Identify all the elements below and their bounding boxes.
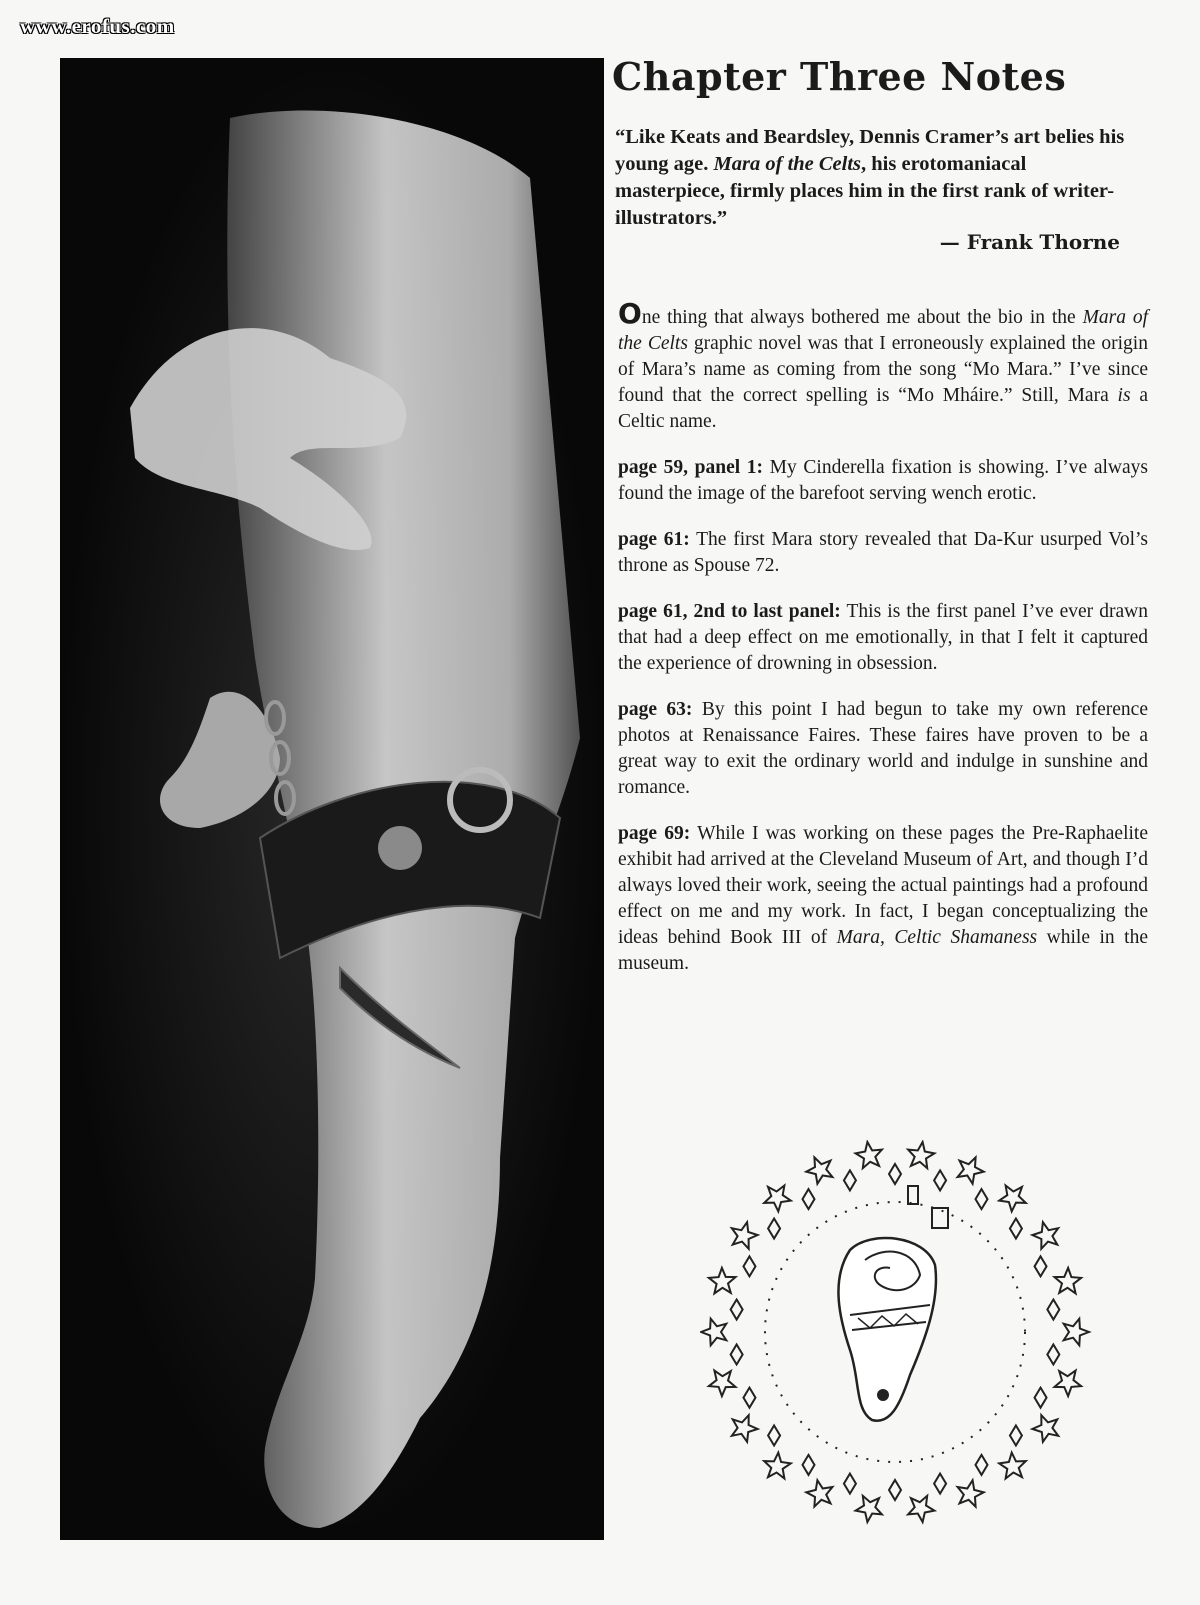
note-italic: Mara, Celtic Shamaness [836, 927, 1038, 948]
quote-text: “Like Keats and Beardsley, Dennis Cramer’s art belies his young age. [615, 126, 1125, 175]
note-text: By this point I had begun to take my own reference photos at Renaissance Faires. These faires have proven to be a great way to exit the ordinary world and indulge in sunshine and romance. [618, 699, 1148, 798]
intro-paragraph [618, 297, 1149, 435]
note-text: This is the first panel I’ve ever drawn that had a deep effect on me emotionally, in that I felt it captured the experience of drowning in obsession. [618, 601, 1148, 674]
note-paragraph [618, 599, 1148, 677]
quote-italic: Mara of the Celts [713, 153, 862, 175]
note-lead: page 63: [618, 699, 693, 720]
note-lead: page 69: [618, 823, 691, 844]
drop-cap: O [618, 297, 642, 330]
watermark: www.erofus.com [20, 14, 175, 38]
note-paragraph [618, 821, 1148, 977]
quote-text-end: , his erotomaniacal masterpiece, firmly places him in the first rank of writer-illustrators.” [615, 153, 1115, 229]
note-text: The first Mara story revealed that Da-Kur usurped Vol’s throne as Spouse 72. [618, 529, 1148, 576]
note-lead: page 61, 2nd to last panel: [618, 601, 841, 622]
celtic-emblem [700, 1140, 1100, 1535]
note-paragraph [618, 455, 1148, 507]
intro-text-3: a Celtic name. [618, 385, 1148, 432]
note-lead: page 61: [618, 529, 690, 550]
note-text: While I was working on these pages the Pre-Raphaelite exhibit had arrived at the Cleveland Museum of Art, and though I’d always loved their work, seeing the actual paintings had a profound effect on me and my work. In fact, I began conceptualizing the ideas behind Book III of [618, 823, 1148, 948]
note-paragraph [618, 697, 1148, 801]
quote-attribution: — Frank Thorne [939, 230, 1120, 254]
intro-italic-2: is [1117, 385, 1131, 406]
note-text: My Cinderella fixation is showing. I’ve always found the image of the barefoot serving wench erotic. [618, 457, 1148, 504]
note-paragraph [618, 527, 1148, 579]
page-title: Chapter Three Notes [612, 54, 1067, 99]
notes-body [618, 297, 1149, 997]
celtic-star-ring-icon [700, 1140, 1100, 1530]
photograph [60, 58, 604, 1540]
note-lead: page 59, panel 1: [618, 457, 764, 478]
photograph-icon [60, 58, 604, 1540]
intro-italic: Mara of the Celts [618, 307, 1149, 354]
note-text-end: while in the museum. [618, 927, 1148, 974]
intro-text-2: graphic novel was that I erroneously explained the origin of Mara’s name as coming from the song “Mo Mara.” I’ve since found that the correct spelling is “Mo Mháire.” Still, Mara [618, 333, 1148, 406]
pull-quote [615, 124, 1135, 232]
intro-text: ne thing that always bothered me about the bio in the [641, 307, 1083, 328]
